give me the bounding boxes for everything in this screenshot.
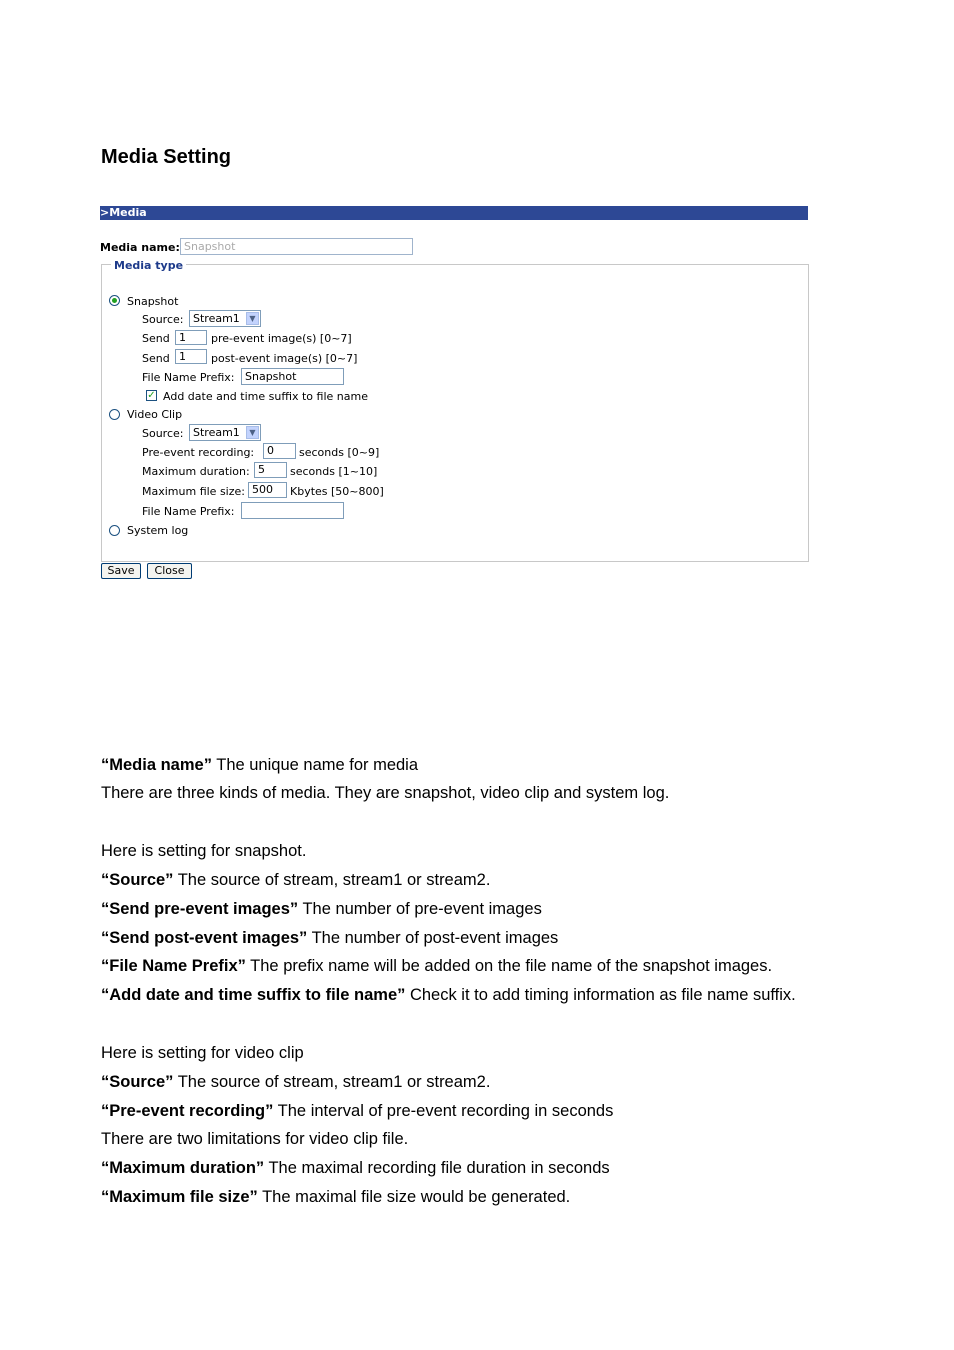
media-name-label: Media name: [100,241,180,254]
desc-suffix: “Add date and time suffix to file name” Check it to add timing information as file name suffix. [101,986,796,1004]
desc-send-pre: “Send pre-event images” The number of pre-event images [101,900,542,918]
desc-video-source: “Source” The source of stream, stream1 or stream2. [101,1073,491,1091]
chevron-down-icon: ▼ [246,312,259,325]
save-button[interactable]: Save [101,563,141,579]
video-prefix-input[interactable] [241,502,344,519]
desc-send-post: “Send post-event images” The number of post-event images [101,929,559,947]
snapshot-source-select[interactable] [189,310,261,327]
max-duration-label: Maximum duration: [142,465,250,478]
snapshot-post-event-hint: post-event image(s) [0~7] [211,352,358,365]
suffix-label: Add date and time suffix to file name [163,390,368,403]
system-log-label: System log [127,524,189,537]
page-title: Media Setting [101,146,232,168]
system-log-radio[interactable] [109,525,120,536]
media-type-legend: Media type [111,259,186,273]
snapshot-source-label: Source: [142,313,184,326]
snapshot-source-value: Stream1 [193,312,240,325]
video-prefix-label: File Name Prefix: [142,505,235,518]
snapshot-pre-event-input[interactable]: 1 [175,330,207,345]
video-source-label: Source: [142,427,184,440]
max-file-size-label: Maximum file size: [142,485,245,498]
snapshot-post-event-input[interactable]: 1 [175,349,207,364]
max-duration-input[interactable]: 5 [254,462,287,478]
media-name-input[interactable]: Snapshot [180,238,413,255]
desc-limitations: There are two limitations for video clip file. [101,1130,409,1148]
desc-file-prefix: “File Name Prefix” The prefix name will be added on the file name of the snapshot images. [101,957,773,975]
pre-event-recording-label: Pre-event recording: [142,446,255,459]
max-duration-hint: seconds [1~10] [290,465,378,478]
video-source-value: Stream1 [193,426,240,439]
snapshot-send-post-label: Send [142,352,170,365]
suffix-checkbox[interactable]: ✓ [147,390,156,401]
snapshot-radio[interactable] [109,295,120,306]
snapshot-label: Snapshot [127,295,179,308]
pre-event-recording-hint: seconds [0~9] [299,446,380,459]
pre-event-recording-input[interactable]: 0 [263,443,296,459]
snapshot-pre-event-hint: pre-event image(s) [0~7] [211,332,352,345]
media-header-bar: >Media [100,206,808,220]
close-button[interactable]: Close [147,563,192,579]
desc-snapshot-intro: Here is setting for snapshot. [101,842,307,860]
desc-max-file-size: “Maximum file size” The maximal file size would be generated. [101,1188,571,1206]
chevron-down-icon: ▼ [246,426,259,439]
max-file-size-hint: Kbytes [50~800] [290,485,384,498]
video-clip-radio[interactable] [109,409,120,420]
desc-video-intro: Here is setting for video clip [101,1044,304,1062]
video-clip-label: Video Clip [127,408,183,421]
video-source-select[interactable] [189,424,261,441]
desc-media-name: “Media name” The unique name for media [101,756,419,774]
max-file-size-input[interactable]: 500 [248,482,287,498]
desc-pre-event-recording: “Pre-event recording” The interval of pre-event recording in seconds [101,1102,614,1120]
snapshot-prefix-input[interactable]: Snapshot [241,368,344,385]
desc-max-duration: “Maximum duration” The maximal recording file duration in seconds [101,1159,610,1177]
snapshot-prefix-label: File Name Prefix: [142,371,235,384]
desc-media-kinds: There are three kinds of media. They are snapshot, video clip and system log. [101,784,670,802]
snapshot-send-pre-label: Send [142,332,170,345]
desc-snapshot-source: “Source” The source of stream, stream1 or stream2. [101,871,491,889]
